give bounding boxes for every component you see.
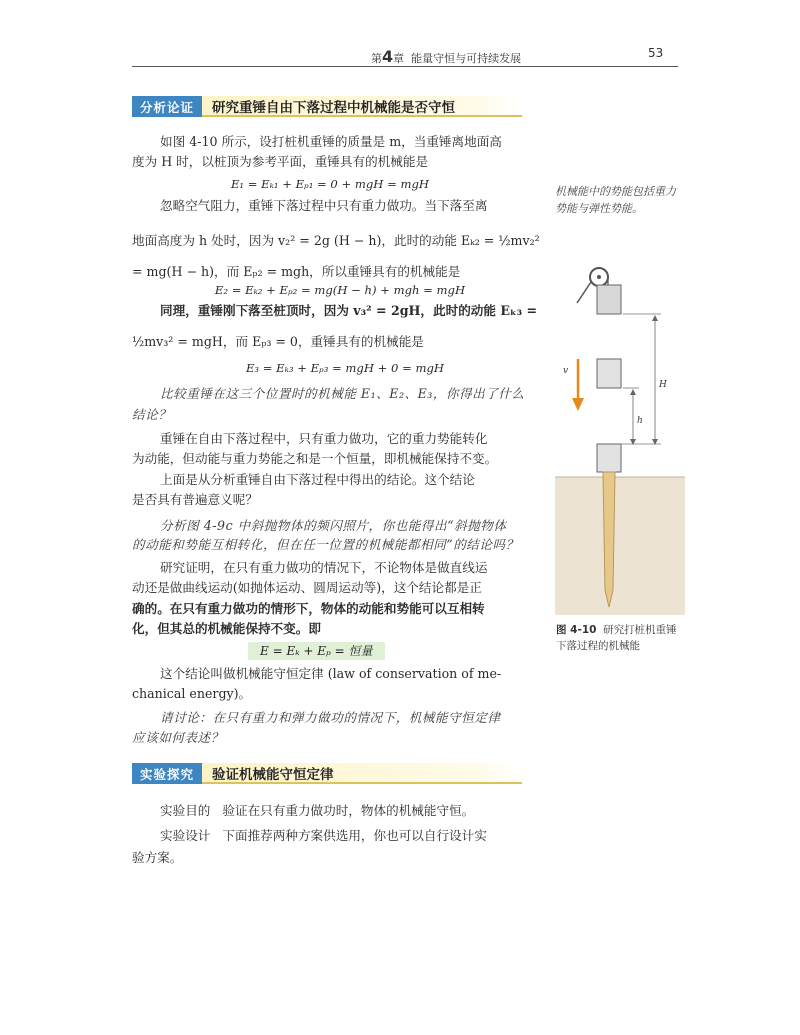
page-number: 53 (648, 46, 664, 60)
paragraph-line: 忽略空气阻力，重锤下落过程中只有重力做功。当下落至离 (160, 198, 488, 213)
section-header-analysis (132, 96, 522, 117)
equation-e1: E₁ = Eₖ₁ + Eₚ₁ = 0 + mgH = mgH (230, 177, 430, 191)
figure-caption-text: 研究打桩机重锤下落过程的机械能 (556, 624, 677, 652)
paragraph-line: 如图 4-10 所示，设打桩机重锤的质量是 m，当重锤离地面高 (160, 134, 502, 149)
chapter-prefix: 第 (371, 52, 382, 65)
equation-e2: E₂ = Eₖ₂ + Eₚ₂ = mg(H − h) + mgh = mgH (214, 283, 466, 297)
equation-e3: E₃ = Eₖ₃ + Eₚ₃ = mgH + 0 = mgH (245, 361, 445, 375)
experiment-aim-label: 实验目的 (160, 803, 211, 818)
label-H: H (659, 380, 667, 390)
paragraph-line: chanical energy)。 (132, 686, 252, 701)
section-tag: 分析论证 (132, 96, 202, 117)
paragraph-line: 同理，重锤刚下落至桩顶时，因为 v₃² = 2gH，此时的动能 Eₖ₃ = (160, 303, 538, 318)
experiment-design-label: 实验设计 (160, 828, 211, 843)
paragraph-line: 这个结论叫做机械能守恒定律 (law of conservation of me- (160, 666, 502, 681)
paragraph-line: 重锤在自由下落过程中，只有重力做功，它的重力势能转化 (160, 431, 488, 446)
chapter-suffix: 章 (393, 52, 405, 65)
paragraph-line: 度为 H 时，以桩顶为参考平面，重锤具有的机械能是 (132, 154, 429, 169)
experiment-design (160, 826, 487, 845)
hammer-bottom (597, 444, 621, 472)
pile-driver-figure (555, 255, 685, 615)
hammer-top (597, 285, 621, 314)
section-title: 研究重锤自由下落过程中机械能是否守恒 (202, 96, 522, 117)
header-rule (132, 66, 678, 67)
paragraph-line: 结论？ (132, 407, 172, 422)
paragraph-line: 应该如何表述？ (132, 730, 224, 745)
pile (603, 472, 615, 607)
paragraph-line: 确的。在只有重力做功的情形下，物体的动能和势能可以互相转 (132, 601, 485, 616)
paragraph-line: 请讨论：在只有重力和弹力做功的情况下，机械能守恒定律 (160, 710, 501, 725)
paragraph-line: 上面是从分析重锤自由下落过程中得出的结论。这个结论 (160, 472, 475, 487)
chapter-title: 能量守恒与可持续发展 (411, 52, 522, 65)
paragraph-line: 分析图 4-9c 中斜抛物体的频闪照片，你也能得出“斜抛物体 (160, 518, 507, 533)
paragraph-line: 是否具有普遍意义呢？ (132, 492, 258, 507)
ground (555, 477, 685, 615)
section-title: 验证机械能守恒定律 (202, 763, 522, 784)
section-tag: 实验探究 (132, 763, 202, 784)
label-h: h (637, 416, 643, 426)
experiment-aim (160, 801, 474, 820)
experiment-design-text: 下面推荐两种方案供选用，你也可以自行设计实 (222, 828, 487, 843)
paragraph-line: 研究证明，在只有重力做功的情况下，不论物体是做直线运 (160, 560, 488, 575)
chapter-header (371, 47, 521, 66)
hammer-middle (597, 359, 621, 388)
paragraph-line: 比较重锤在这三个位置时的机械能 E₁、E₂、E₃，你得出了什么 (160, 386, 525, 401)
paragraph-line: = mg(H − h)，而 Eₚ₂ = mgh，所以重锤具有的机械能是 (132, 264, 461, 279)
law-formula: E = Eₖ + Eₚ = 恒量 (248, 642, 385, 660)
chapter-number: 4 (382, 47, 394, 66)
paragraph-line: 动还是做曲线运动(如抛体运动、圆周运动等)，这个结论都是正 (132, 580, 482, 595)
figure-number: 图 4-10 (556, 624, 597, 636)
figure-caption (556, 622, 686, 654)
experiment-aim-text: 验证在只有重力做功时，物体的机械能守恒。 (222, 803, 475, 818)
label-v: v (563, 366, 569, 376)
paragraph-line: 的动能和势能互相转化，但在任一位置的机械能都相同”的结论吗？ (132, 537, 519, 552)
section-header-experiment (132, 763, 522, 784)
paragraph-line: 为动能，但动能与重力势能之和是一个恒量，即机械能保持不变。 (132, 451, 498, 466)
paragraph-line: 验方案。 (132, 850, 183, 865)
paragraph-line: 化，但其总的机械能保持不变。即 (132, 621, 321, 636)
paragraph-line: ½mv₃² = mgH，而 Eₚ₃ = 0，重锤具有的机械能是 (132, 334, 424, 349)
margin-note: 机械能中的势能包括重力势能与弹性势能。 (555, 185, 676, 215)
paragraph-line: 地面高度为 h 处时，因为 v₂² = 2g (H − h)，此时的动能 Eₖ₂ = ½mv₂² (132, 233, 540, 248)
law-formula-box (248, 640, 385, 659)
